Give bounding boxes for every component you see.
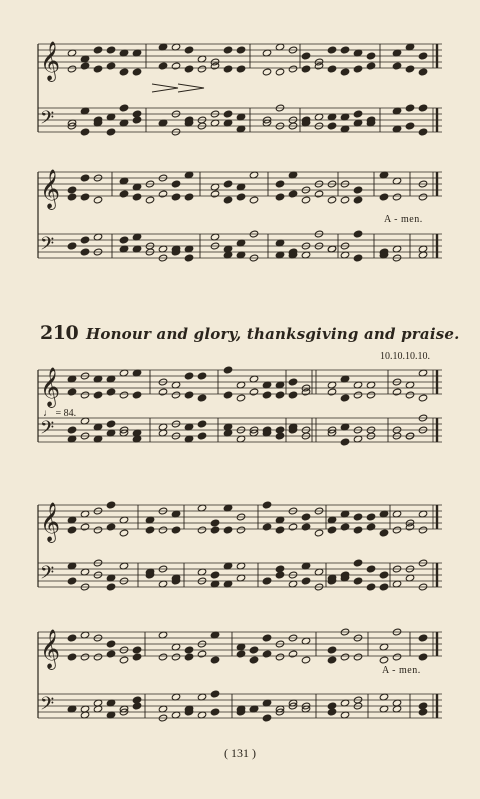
quarter-note [366, 565, 375, 573]
quarter-note [184, 653, 193, 661]
quarter-note [249, 646, 258, 654]
quarter-note [145, 526, 154, 534]
treble-clef-icon: 𝄞 [40, 367, 61, 407]
hymn-meter: 10.10.10.10. [380, 351, 430, 362]
half-note [418, 526, 427, 534]
quarter-note [106, 501, 115, 509]
quarter-note [353, 526, 362, 534]
half-note [119, 391, 128, 399]
quarter-note [106, 523, 115, 531]
quarter-note [223, 180, 232, 188]
half-note [418, 193, 427, 201]
half-note [288, 523, 297, 531]
amen-lyric-1: A - men. [384, 214, 423, 225]
quarter-note [210, 690, 219, 698]
quarter-note [171, 193, 180, 201]
quarter-note [93, 46, 102, 54]
quarter-note [288, 190, 297, 198]
tempo-marking: ♩ = 84. [43, 408, 77, 419]
half-note [158, 190, 167, 198]
quarter-note [379, 529, 388, 537]
quarter-note [210, 571, 219, 579]
half-note [93, 526, 102, 534]
quarter-note [80, 62, 89, 70]
amen-lyric-2: A - men. [382, 665, 421, 676]
bass-clef-icon: 𝄢 [40, 563, 55, 588]
quarter-note [106, 640, 115, 648]
treble-clef-icon: 𝄞 [40, 41, 61, 81]
quarter-note [353, 196, 362, 204]
quarter-note [132, 653, 141, 661]
half-note [80, 653, 89, 661]
quarter-note [275, 432, 284, 440]
quarter-note [327, 46, 336, 54]
half-note [392, 653, 401, 661]
crescendo-mark [152, 84, 178, 92]
half-note [236, 394, 245, 402]
quarter-note [288, 378, 297, 386]
quarter-note [418, 68, 427, 76]
half-note [379, 656, 388, 664]
quarter-note [405, 104, 414, 112]
quarter-note [327, 122, 336, 130]
quarter-note [366, 62, 375, 70]
quarter-note [171, 526, 180, 534]
quarter-note [132, 702, 141, 710]
half-note [197, 650, 206, 658]
quarter-note [67, 193, 76, 201]
half-note [158, 526, 167, 534]
half-note [158, 653, 167, 661]
quarter-note [275, 391, 284, 399]
treble-clef-icon: 𝄞 [40, 502, 61, 542]
half-note [327, 388, 336, 396]
quarter-note [366, 513, 375, 521]
quarter-note [301, 65, 310, 73]
quarter-note [184, 193, 193, 201]
quarter-note [67, 653, 76, 661]
quarter-note [119, 190, 128, 198]
quarter-note [158, 62, 167, 70]
quarter-note [184, 254, 193, 262]
quarter-note [223, 46, 232, 54]
quarter-note [379, 583, 388, 591]
quarter-note [353, 110, 362, 118]
quarter-note [262, 501, 271, 509]
quarter-note [353, 559, 362, 567]
quarter-note [80, 248, 89, 256]
quarter-note [184, 372, 193, 380]
half-note [340, 196, 349, 204]
bass-clef-icon: 𝄢 [40, 694, 55, 719]
quarter-note [67, 577, 76, 585]
quarter-note [236, 46, 245, 54]
quarter-note [366, 52, 375, 60]
quarter-note [353, 577, 362, 585]
quarter-note [275, 180, 284, 188]
decrescendo-mark [178, 84, 204, 92]
half-note [288, 65, 297, 73]
quarter-note [184, 46, 193, 54]
quarter-note [223, 65, 232, 73]
half-note [262, 68, 271, 76]
quarter-note [301, 577, 310, 585]
quarter-note [262, 523, 271, 531]
quarter-note [93, 391, 102, 399]
half-note [119, 529, 128, 537]
quarter-note [132, 68, 141, 76]
quarter-note [262, 634, 271, 642]
quarter-note [80, 174, 89, 182]
quarter-note [106, 650, 115, 658]
quarter-note [340, 523, 349, 531]
quarter-note [249, 656, 258, 664]
quarter-note [392, 62, 401, 70]
quarter-note [197, 420, 206, 428]
half-note [171, 62, 180, 70]
quarter-note [132, 646, 141, 654]
quarter-note [366, 583, 375, 591]
quarter-note [119, 68, 128, 76]
hymn-title: Honour and glory, thanksgiving and praise. [86, 325, 460, 343]
quarter-note [197, 372, 206, 380]
quarter-note [327, 646, 336, 654]
quarter-note [301, 52, 310, 60]
quarter-note [288, 391, 297, 399]
half-note [275, 68, 284, 76]
quarter-note [262, 391, 271, 399]
half-note [353, 391, 362, 399]
quarter-note [275, 526, 284, 534]
staff-systems [38, 41, 442, 722]
quarter-note [353, 513, 362, 521]
quarter-note [67, 526, 76, 534]
quarter-note [67, 426, 76, 434]
quarter-note [327, 656, 336, 664]
quarter-note [80, 128, 89, 136]
half-note [275, 653, 284, 661]
quarter-note [119, 236, 128, 244]
quarter-note [197, 394, 206, 402]
quarter-note [340, 394, 349, 402]
half-note [405, 391, 414, 399]
quarter-note [327, 65, 336, 73]
quarter-note [80, 193, 89, 201]
half-note [314, 529, 323, 537]
bass-clef-icon: 𝄢 [40, 418, 55, 443]
quarter-note [275, 193, 284, 201]
quarter-note [210, 519, 219, 527]
quarter-note [353, 230, 362, 238]
quarter-note [184, 391, 193, 399]
half-note [288, 650, 297, 658]
quarter-note [327, 526, 336, 534]
quarter-note [106, 62, 115, 70]
half-note [392, 388, 401, 396]
quarter-note [132, 391, 141, 399]
quarter-note [418, 52, 427, 60]
treble-clef-icon: 𝄞 [40, 629, 61, 669]
half-note [93, 653, 102, 661]
half-note [210, 190, 219, 198]
half-note [80, 391, 89, 399]
quarter-note [262, 650, 271, 658]
quarter-note [223, 391, 232, 399]
quarter-note [236, 65, 245, 73]
quarter-note [418, 128, 427, 136]
quarter-note [80, 236, 89, 244]
quarter-note [301, 513, 310, 521]
quarter-note [418, 104, 427, 112]
half-note [301, 196, 310, 204]
quarter-note [366, 523, 375, 531]
quarter-note [405, 122, 414, 130]
half-note [171, 653, 180, 661]
hymn-number: 210 [40, 322, 79, 344]
half-note [340, 653, 349, 661]
half-note [197, 65, 206, 73]
quarter-note [106, 583, 115, 591]
half-note [119, 656, 128, 664]
treble-clef-icon: 𝄞 [40, 169, 61, 209]
half-note [366, 391, 375, 399]
quarter-note [67, 242, 76, 250]
quarter-note [119, 104, 128, 112]
quarter-note [197, 432, 206, 440]
half-note [249, 388, 258, 396]
half-note [67, 65, 76, 73]
quarter-note [262, 714, 271, 722]
quarter-note [353, 254, 362, 262]
half-note [249, 196, 258, 204]
half-note [353, 653, 362, 661]
half-note [158, 388, 167, 396]
quarter-note [379, 193, 388, 201]
half-note [314, 190, 323, 198]
bass-clef-icon: 𝄢 [40, 108, 55, 133]
quarter-note [106, 128, 115, 136]
quarter-note [418, 653, 427, 661]
quarter-note [210, 526, 219, 534]
quarter-note [340, 46, 349, 54]
half-note [171, 391, 180, 399]
quarter-note [275, 571, 284, 579]
quarter-note [340, 438, 349, 446]
half-note [392, 526, 401, 534]
quarter-note [106, 420, 115, 428]
quarter-note [67, 186, 76, 194]
half-note [93, 196, 102, 204]
quarter-note [223, 526, 232, 534]
half-note [145, 196, 154, 204]
quarter-note [132, 193, 141, 201]
quarter-note [418, 708, 427, 716]
quarter-note [223, 366, 232, 374]
bass-clef-icon: 𝄢 [40, 234, 55, 259]
half-note [327, 196, 336, 204]
quarter-note [67, 388, 76, 396]
quarter-note [405, 65, 414, 73]
quarter-note [301, 523, 310, 531]
quarter-note [106, 46, 115, 54]
quarter-note [379, 571, 388, 579]
quarter-note [418, 634, 427, 642]
quarter-note [353, 186, 362, 194]
quarter-note [236, 193, 245, 201]
quarter-note [67, 634, 76, 642]
quarter-note [353, 65, 362, 73]
quarter-note [171, 180, 180, 188]
quarter-note [223, 196, 232, 204]
quarter-note [210, 708, 219, 716]
quarter-note [184, 646, 193, 654]
half-note [80, 523, 89, 531]
half-note [197, 526, 206, 534]
quarter-note [106, 388, 115, 396]
quarter-note [93, 65, 102, 73]
quarter-note [262, 577, 271, 585]
half-note [418, 394, 427, 402]
half-note [236, 526, 245, 534]
quarter-note [210, 656, 219, 664]
half-note [392, 193, 401, 201]
half-note [301, 656, 310, 664]
quarter-note [184, 65, 193, 73]
quarter-note [223, 110, 232, 118]
quarter-note [236, 650, 245, 658]
quarter-note [132, 116, 141, 124]
quarter-note [327, 708, 336, 716]
page-number: ( 131 ) [224, 746, 256, 760]
quarter-note [340, 68, 349, 76]
